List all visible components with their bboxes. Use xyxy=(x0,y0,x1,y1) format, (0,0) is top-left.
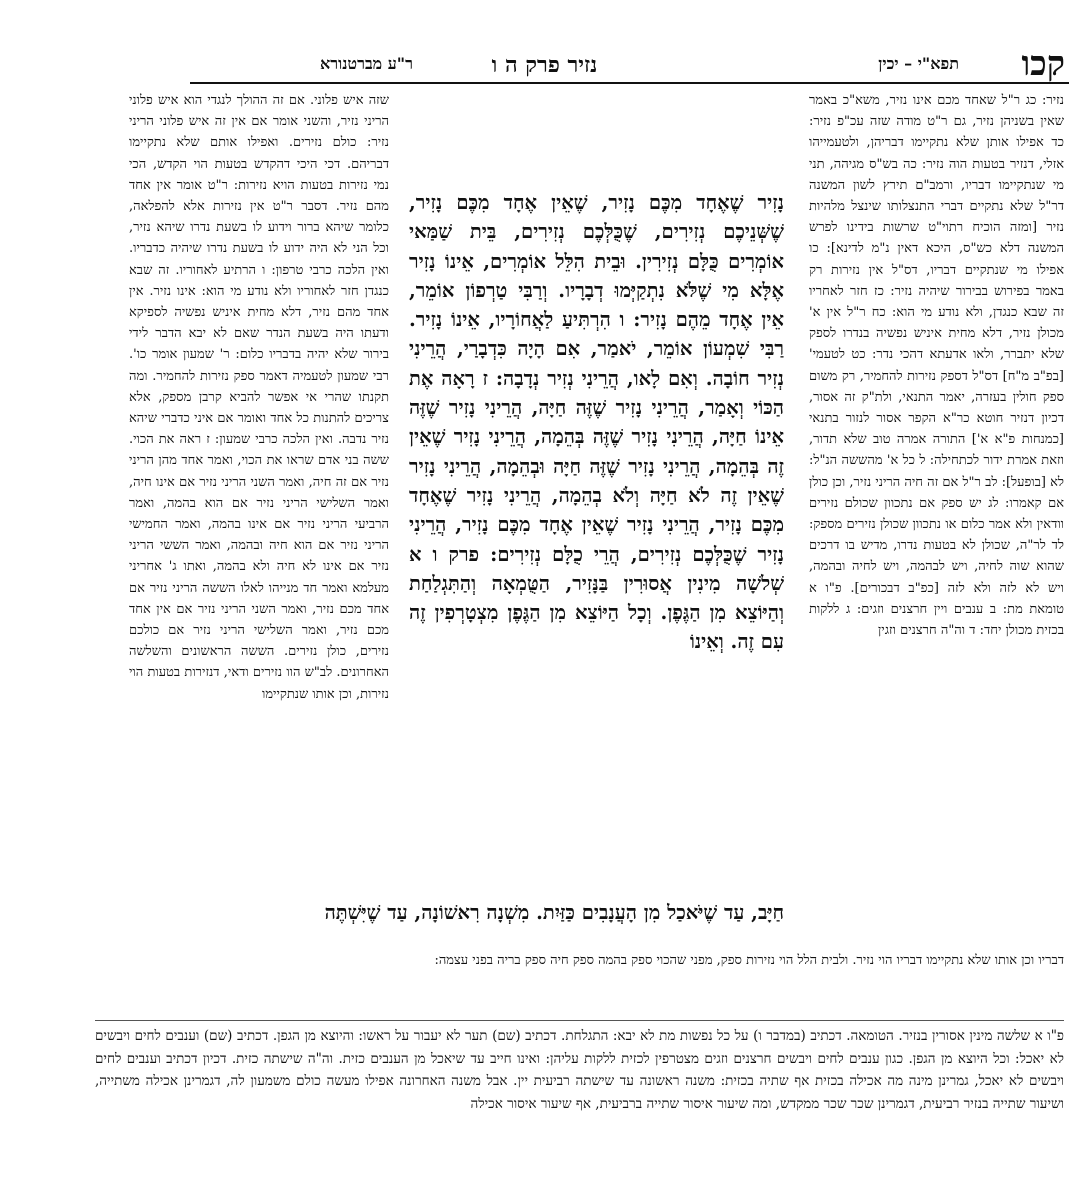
notes-divider xyxy=(95,1020,1064,1021)
mishnah-column: נָזִיר שֶׁאֶחָד מִכֶּם נָזִיר, שֶׁאֵין אֶחָד מִכֶּם נָזִיר, שֶׁשְּׁנֵיכֶם נְזִירִים, שֶׁכֻּלְּכֶם נְזִירִים, בֵּית שַׁמַּאי אוֹמְרִים כֻּלָּם נְזִירִין. וּבֵית הִלֵּל אוֹמְרִים, אֵינוֹ נָזִיר אֶלָּא מִי שֶׁלֹּא נִתְקַיְּמוּ דְבָרָיו. וְרַבִּי טַרְפוֹן אוֹמֵר, אֵין אֶחָד מֵהֶם נָזִיר: ו הִרְתִּיעַ לַאֲחוֹרָיו, אֵינוֹ נָזִיר. רַבִּי שִׁמְעוֹן אוֹמֵר, יֹאמַר, אִם הָיָה כִּדְבָרַי, הֲרֵינִי נְזִיר חוֹבָה. וְאִם לָאו, הֲרֵינִי נְזִיר נְדָבָה: ז רָאָה אֶת הַכּוֹי וְאָמַר, הֲרֵינִי נָזִיר שֶׁזֶּה חַיָּה, הֲרֵינִי נָזִיר שֶׁזֶּה אֵינוֹ חַיָּה, הֲרֵינִי נָזִיר שֶׁזֶּה בְּהֵמָה, הֲרֵינִי נָזִיר שֶׁאֵין זֶה בְּהֵמָה, הֲרֵינִי נָזִיר שֶׁזֶּה חַיָּה וּבְהֵמָה, הֲרֵינִי נָזִיר שֶׁאֵין זֶה לֹא חַיָּה וְלֹא בְהֵמָה, הֲרֵינִי נָזִיר שֶׁאֶחָד מִכֶּם נָזִיר, הֲרֵינִי נָזִיר שֶׁאֵין אֶחָד מִכֶּם נָזִיר, הֲרֵינִי נָזִיר שֶׁכֻּלְּכֶם נְזִירִים, הֲרֵי כֻלָּם נְזִירִים: פרק ו א שְׁלשָׁה מִינִין אֲסוּרִין בַּנָּזִיר, הַטֻּמְאָה וְהַתִּגְלַחַת וְהַיּוֹצֵא מִן הַגֶּפֶן. וְכָל הַיּוֹצֵא מִן הַגֶּפֶן מִצְטָרְפִין זֶה עִם זֶה. וְאֵינוֹ xyxy=(409,191,784,654)
mishnah-continuation: חַיָּב, עַד שֶׁיֹּאכַל מִן הָעֲנָבִים כַּזַּיִת. מִשְׁנָה רִאשׁוֹנָה, עַד שֶׁיִּשְׁתֶּה xyxy=(324,901,784,924)
header-title: נזיר פרק ה ו xyxy=(491,52,598,78)
tiferet-yisrael-column: נזיר: כג ר"ל שאחד מכם אינו נזיר, משא"כ באמר שאין בשניהן נזיר, גם ר"ט מודה שזה עכ"פ נזיר: כד אפילו אותן שלא נתקיימו דבריהן, ולטעמייהו אזלי, דנזיר בטעות הוה נזיר: כה בש"ס מגיהה, תני מי שנתקיימו דבריו, ורמב"ם תירץ לשון המשנה דר"ל שלא נתקיים דברי התנצלותו שינצל מלהיות נזיר [ומזה הוכיח רתוי"ט שרשות בידינו לפרש המשנה דלא כש"ס, היכא דאין נ"מ לדינא]: כו אפילו מי שנתקיים דבריו, דס"ל אין נזירות רק באמר בפירוש בבירור שיהיה נזיר: כז חזר לאחריו זה שבא כנגדן, ולא נודע מי הוא: כח ר"ל אין א' מכולן נזיר, דלא מחית איניש נפשיה בנדרו לספק שלא יתברר, ולאו אדעתא דהכי נדר: כט לטעמי' [בפ"ב מ"ח] דס"ל דספק נזירות להחמיר, רק משום ספק חולין בעזרה, יאמר התנאי, ולת"ק זה אסור, דכיון דנזיר חוטא כר"א הקפר אסור לנזור בתנאי [כמנחות פ"א א'] התורה אמרה טוב שלא תדור, וזאת אמרת ידור לכתחילה: ל כל א' מהששה הנ"ל: לא [בופעל]: לב ר"ל אם זה חיה הריני נזיר, וכן כולן אם קאמרו: לג יש ספק אם נתכוון שכולם נזירים וודאין ולא אמר כלום או נתכוון שכולן נזירים מספק: לד לר"ה, שכולן לא בטעות נדרו, מדיש בו דרכים שהוא שוה לחיה, ויש לבהמה, ויש לחיה ובהמה, ויש לא לזה ולא לזה [כפ"ב דבכורים]. פ"ו א טומאת מת: ב ענבים ויין חרצנים וזגים: ג ללקות בכזית מכולן יחד: ד וה"ה חרצנים וזגין xyxy=(809,93,1064,639)
bartenura-chapter-notes: פ"ו א שלשה מינין אסורין בנזיר. הטומאה. דכתיב (במדבר ו) על כל נפשות מת לא יבא: התגלחת. דכתיב (שם) תער לא יעבור על ראשו: והיוצא מן הגפן. דכתיב (שם) וענבים לחים ויבשים לא יאכל: וכל היוצא מן הגפן. כגון ענבים לחים ויבשים חרצנים וזגים מצטרפין לכזית ללקות עליהן: ואינו חייב עד שיאכל מן הענבים כזית. וה"ה שישתה כזית. דכיון דכתיב וענבים לחים ויבשים לא יאכל, גמרינן מינה מה אכילה בכזית אף שתיה בכזית: משנה ראשונה עד שישתה רביעית יין. אבל משנה האחרונה אפילו מעשה כולם משמעון לה, דגמרינן אכילה משתייה, ושיעור שתייה בנזיר רביעית, דגמרינן שכר שכר ממקדש, ומה שיעור איסור שתייה ברביעית, אף שיעור איסור אכילה xyxy=(95,1028,1064,1112)
page-header xyxy=(20,44,1069,84)
bartenura-continuation: דבריו וכן אותו שלא נתקיימו דבריו הוי נזיר. ולבית הלל הוי נזירות ספק, מפני שהכוי ספק בהמה ספק חיה ספק בריה בפני עצמה: xyxy=(434,953,1064,968)
bartenura-column: שזה איש פלוני. אם זה ההולך לנגדי הוא איש פלוני הריני נזיר, והשני אומר אם אין זה איש פלוני הריני נזיר: כולם נזירים. ואפילו אותם שלא נתקיימו דבריהם. דכי היכי דהקדש בטעות הוי הקדש, הכי נמי נזירות בטעות הויא נזירות: ר"ט אומר אין אחד מהם נזיר. דסבר ר"ט אין נזירות אלא להפלאה, כלומר שיהא ברור וידוע לו בשעת נדרו שיהא נזיר, וכל הני לא היה ידוע לו בשעת נדרו שיהיה כדבריו. ואין הלכה כרבי טרפון: ו הרתיע לאחוריו. זה שבא כנגדן חזר לאחוריו ולא נודע מי הוא: אינו נזיר. אין אחד מהם נזיר, דלא מחית איניש נפשיה לספיקא ודעתו היה בשעת הנדר שאם לא יבא הדבר לידי בירור שלא יהיה בדבריו כלום: ר' שמעון אומר כו'. רבי שמעון לטעמיה דאמר ספק נזירות להחמיר. ומה תקנתו שהרי אי אפשר להביא קרבן מספק, אלא צריכים להתנות כל אחד ואומר אם איני כדברי שיהא נזיר נדבה. ואין הלכה כרבי שמעון: ז ראה את הכוי. ששה בני אדם שראו את הכוי, ואמר אחד מהן הריני נזיר אם זה חיה, ואמר השני הריני נזיר אם אינו חיה, ואמר השלישי הריני נזיר אם הוא בהמה, ואמר הרביעי הריני נזיר אם אינו בהמה, ואמר החמישי הריני נזיר אם הוא חיה ובהמה, ואמר הששי הריני נזיר אם אינו לא חיה ולא בהמה, ואתו ג' אחריני מעלמא ואמר חד מנייהו לאלו הששה הריני נזיר אם אחד מכם נזיר, ואמר השני הריני נזיר אם אין אחד מכם נזיר, ואמר השלישי הריני נזיר אם כולכם נזירים, כולן נזירים. הששה הראשונים והשלשה האחרונים. לב"ש הוו נזירים ודאי, דנזירות בטעות הוי נזירות, וכן אותו שנתקיימו xyxy=(129,93,389,702)
page-number: קכו xyxy=(1021,44,1065,84)
header-commentary: ר"ע מברטנורא xyxy=(320,54,413,73)
header-rule xyxy=(190,82,1069,84)
header-subtitle: תפא"י – יכין xyxy=(878,54,959,73)
